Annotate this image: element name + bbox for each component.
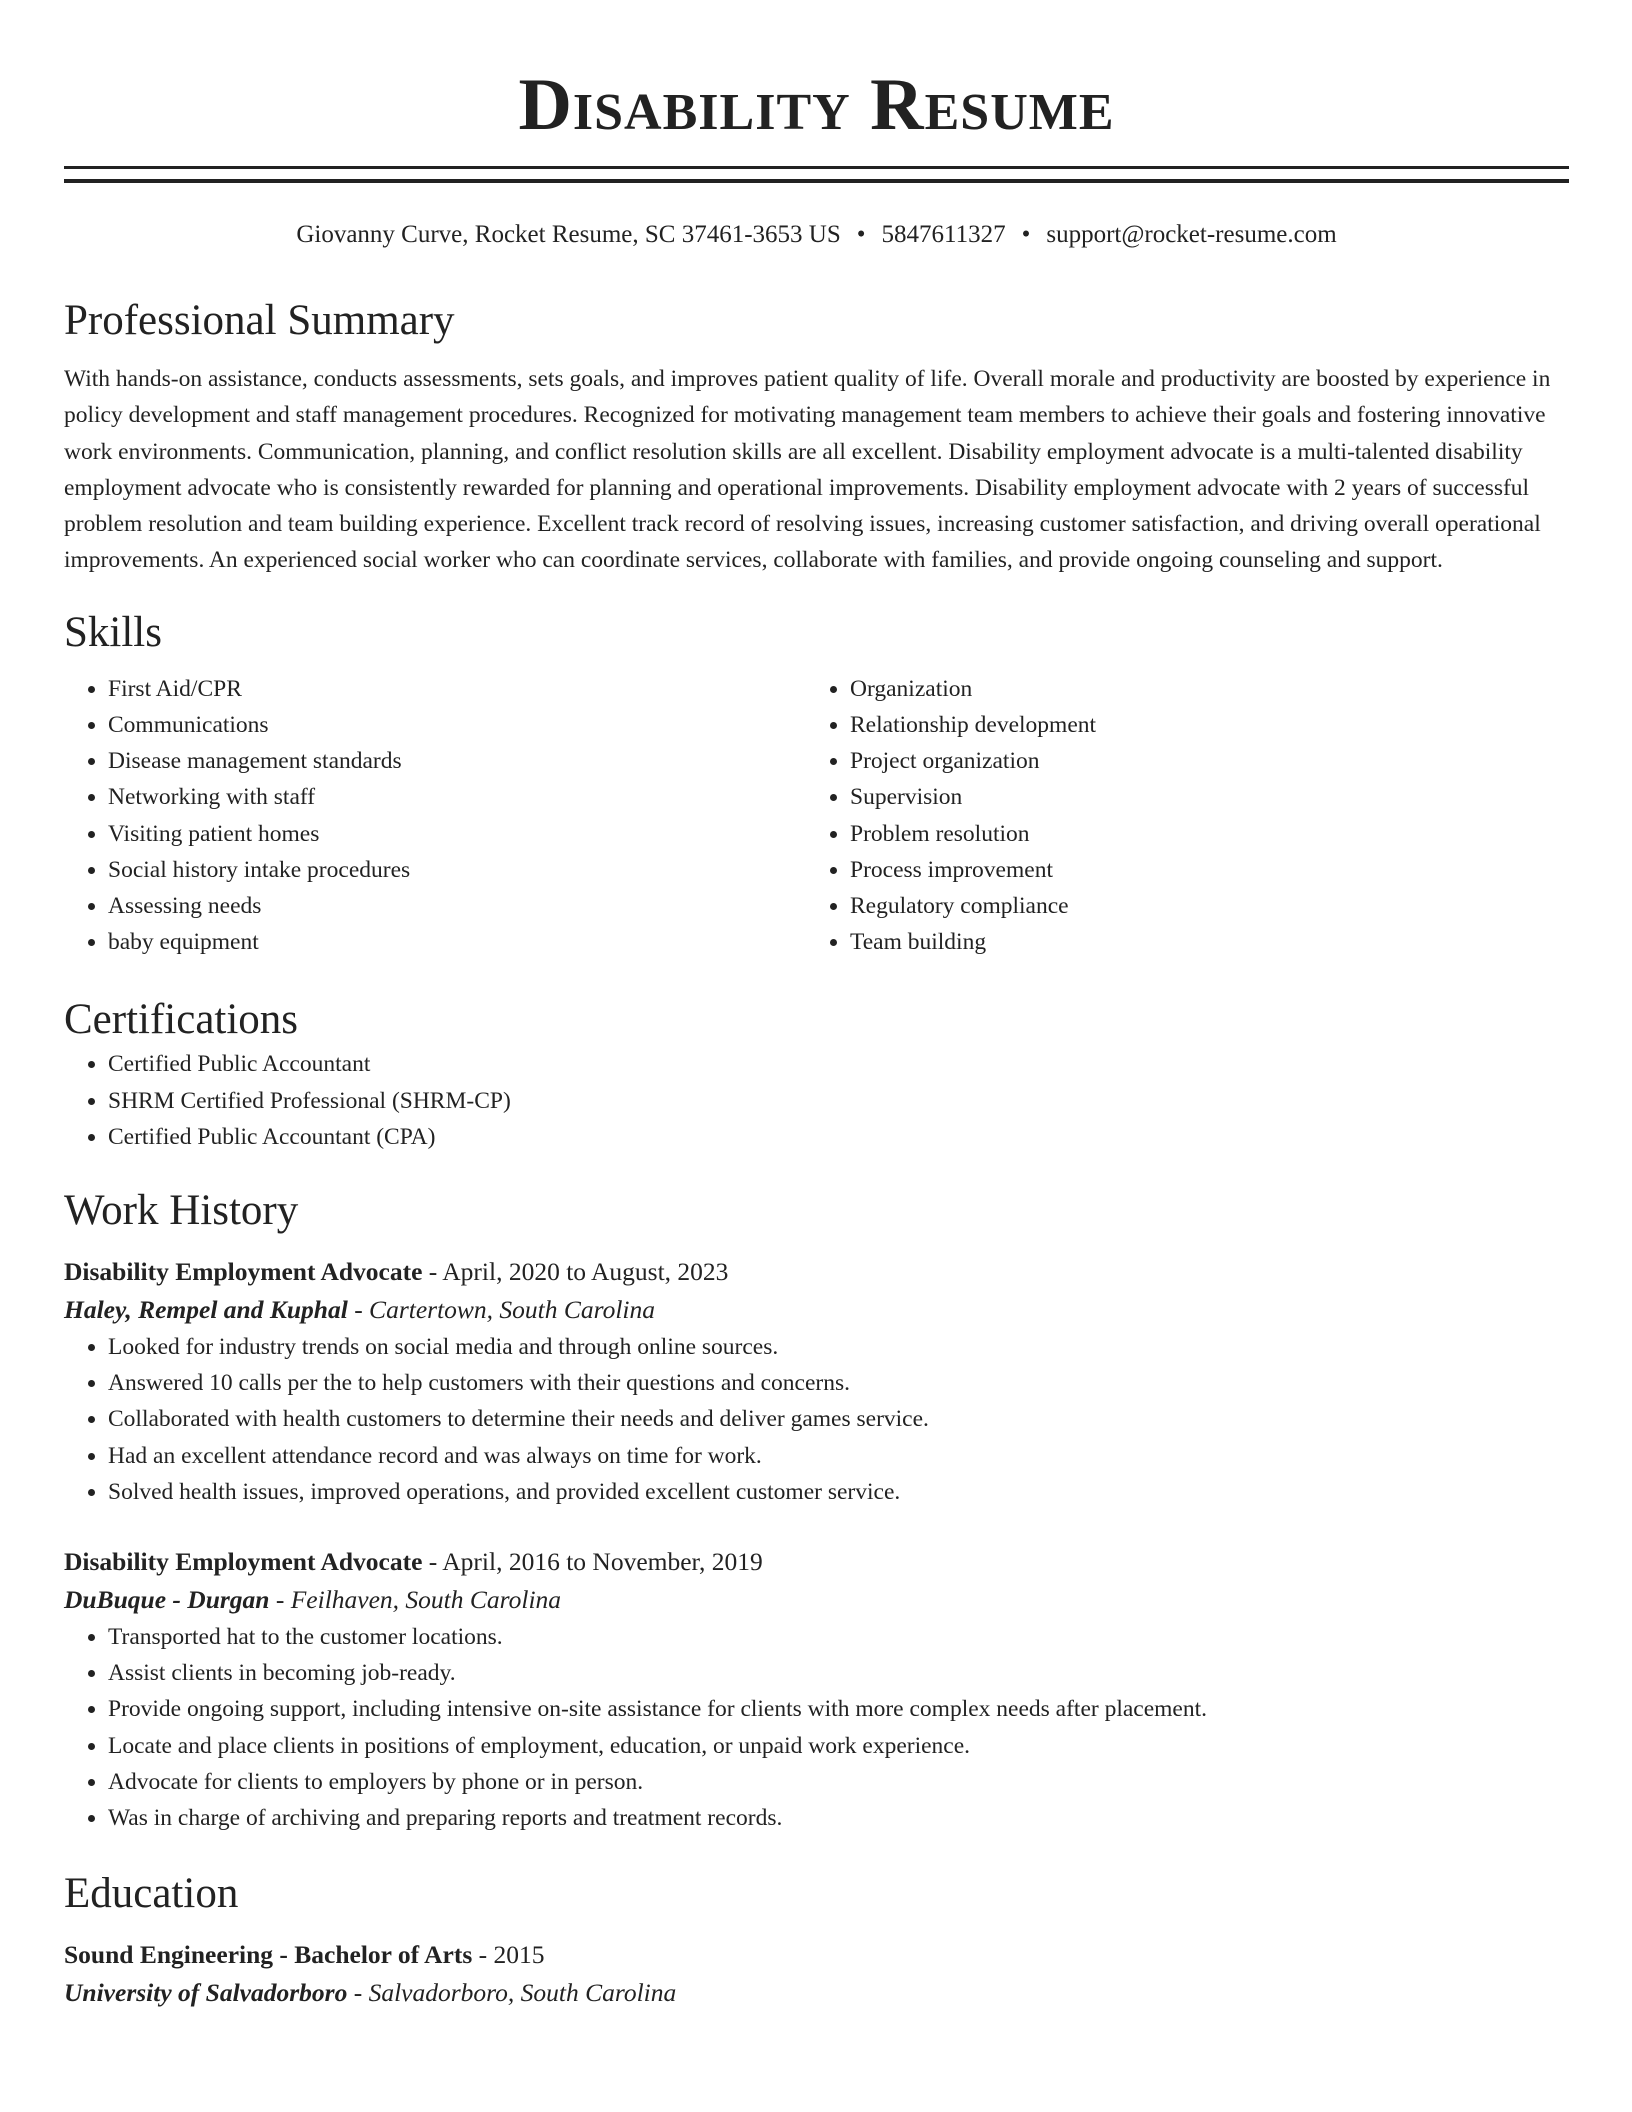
skill-item: • Regulatory compliance [850, 888, 1548, 924]
job-header [64, 1543, 1569, 1581]
skills-column-right [806, 671, 1548, 961]
skill-item: • Communications [108, 707, 806, 743]
job-role: Disability Employment Advocate [64, 1257, 423, 1287]
skill-item: • First Aid/CPR [108, 671, 806, 707]
job-entry [64, 1253, 1569, 1510]
job-employer-line [64, 1581, 1569, 1619]
certification-item: • SHRM Certified Professional (SHRM-CP) [108, 1083, 1569, 1119]
contact-separator: • [856, 221, 866, 248]
skill-item: • Process improvement [850, 852, 1548, 888]
skill-item: • Supervision [850, 779, 1548, 815]
contact-separator: • [1021, 221, 1031, 248]
skills-list-left [64, 671, 806, 961]
job-company: DuBuque - Durgan [64, 1585, 270, 1615]
title-divider [64, 166, 1569, 183]
certifications-list [64, 1046, 1569, 1155]
skills-grid [64, 671, 1569, 961]
job-location: - Feilhaven, South Carolina [269, 1585, 562, 1615]
skill-item: • Disease management standards [108, 743, 806, 779]
skill-item: • Social history intake procedures [108, 852, 806, 888]
job-duty: • Solved health issues, improved operations, and provided excellent customer service. [108, 1474, 1569, 1510]
job-duty: • Transported hat to the customer locations. [108, 1619, 1569, 1655]
contact-email: support@rocket-resume.com [1046, 221, 1337, 248]
skill-item: • Problem resolution [850, 816, 1548, 852]
job-duty: • Locate and place clients in positions of employment, education, or unpaid work experience. [108, 1728, 1569, 1764]
contact-address: Giovanny Curve, Rocket Resume, SC 37461-3653 US [296, 221, 841, 248]
job-duty: • Looked for industry trends on social media and through online sources. [108, 1329, 1569, 1365]
certification-item: • Certified Public Accountant (CPA) [108, 1119, 1569, 1155]
resume-title: Disability Resume [518, 64, 1115, 146]
certification-item: • Certified Public Accountant [108, 1046, 1569, 1082]
job-company: Haley, Rempel and Kuphal [64, 1295, 348, 1325]
skill-item: • baby equipment [108, 924, 806, 960]
education-school-line [64, 1974, 1569, 2012]
work-history-heading: Work History [64, 1187, 299, 1235]
skill-item: • Relationship development [850, 707, 1548, 743]
job-duty: • Provide ongoing support, including intensive on-site assistance for clients with more complex needs after placement. [108, 1691, 1569, 1727]
education-location: - Salvadorboro, South Carolina [347, 1978, 677, 2008]
summary-heading: Professional Summary [64, 297, 455, 344]
job-header [64, 1253, 1569, 1291]
job-dates: - April, 2020 to August, 2023 [422, 1257, 729, 1287]
skills-list-right [806, 671, 1548, 961]
job-entry [64, 1543, 1569, 1836]
job-duty: • Had an excellent attendance record and was always on time for work. [108, 1438, 1569, 1474]
job-duty: • Assist clients in becoming job-ready. [108, 1655, 1569, 1691]
summary-text: With hands-on assistance, conducts assessments, sets goals, and improves patient quality of life. Overall morale and productivity are boosted by experience in policy development and staff management procedures. Recognized for motivating management team members to achieve their goals and fostering innovative work environments. Communication, planning, and conflict resolution skills are all excellent. Disability employment advocate is a multi-talented disability employment advocate who is consistently rewarded for planning and operational improvements. Disability employment advocate with 2 years of successful problem resolution and team building experience. Excellent track record of resolving issues, increasing customer satisfaction, and driving overall operational improvements. An experienced social worker who can coordinate services, collaborate with families, and provide ongoing counseling and support. [64, 366, 1551, 574]
job-duty: • Was in charge of archiving and preparing reports and treatment records. [108, 1800, 1569, 1836]
contact-line [64, 217, 1569, 253]
education-degree: Sound Engineering - Bachelor of Arts [64, 1940, 473, 1970]
job-duty: • Collaborated with health customers to determine their needs and deliver games service. [108, 1401, 1569, 1437]
skill-item: • Assessing needs [108, 888, 806, 924]
contact-phone: 5847611327 [881, 221, 1006, 248]
skill-item: • Networking with staff [108, 779, 806, 815]
skill-item: • Project organization [850, 743, 1548, 779]
skills-column-left [64, 671, 806, 961]
job-dates: - April, 2016 to November, 2019 [422, 1547, 763, 1577]
skills-heading: Skills [64, 608, 162, 656]
certifications-heading: Certifications [64, 996, 299, 1044]
education-heading: Education [64, 1870, 239, 1918]
skill-item: • Organization [850, 671, 1548, 707]
education-header [64, 1936, 1569, 1974]
job-location: - Cartertown, South Carolina [347, 1295, 656, 1325]
job-role: Disability Employment Advocate [64, 1547, 423, 1577]
job-duties-list [64, 1619, 1569, 1836]
skill-item: • Visiting patient homes [108, 816, 806, 852]
job-duty: • Answered 10 calls per the to help customers with their questions and concerns. [108, 1365, 1569, 1401]
education-school: University of Salvadorboro [64, 1978, 348, 2008]
skill-item: • Team building [850, 924, 1548, 960]
education-year: - 2015 [472, 1940, 545, 1970]
resume-page [64, 0, 1569, 2012]
job-employer-line [64, 1291, 1569, 1329]
job-duty: • Advocate for clients to employers by phone or in person. [108, 1764, 1569, 1800]
job-duties-list [64, 1329, 1569, 1510]
